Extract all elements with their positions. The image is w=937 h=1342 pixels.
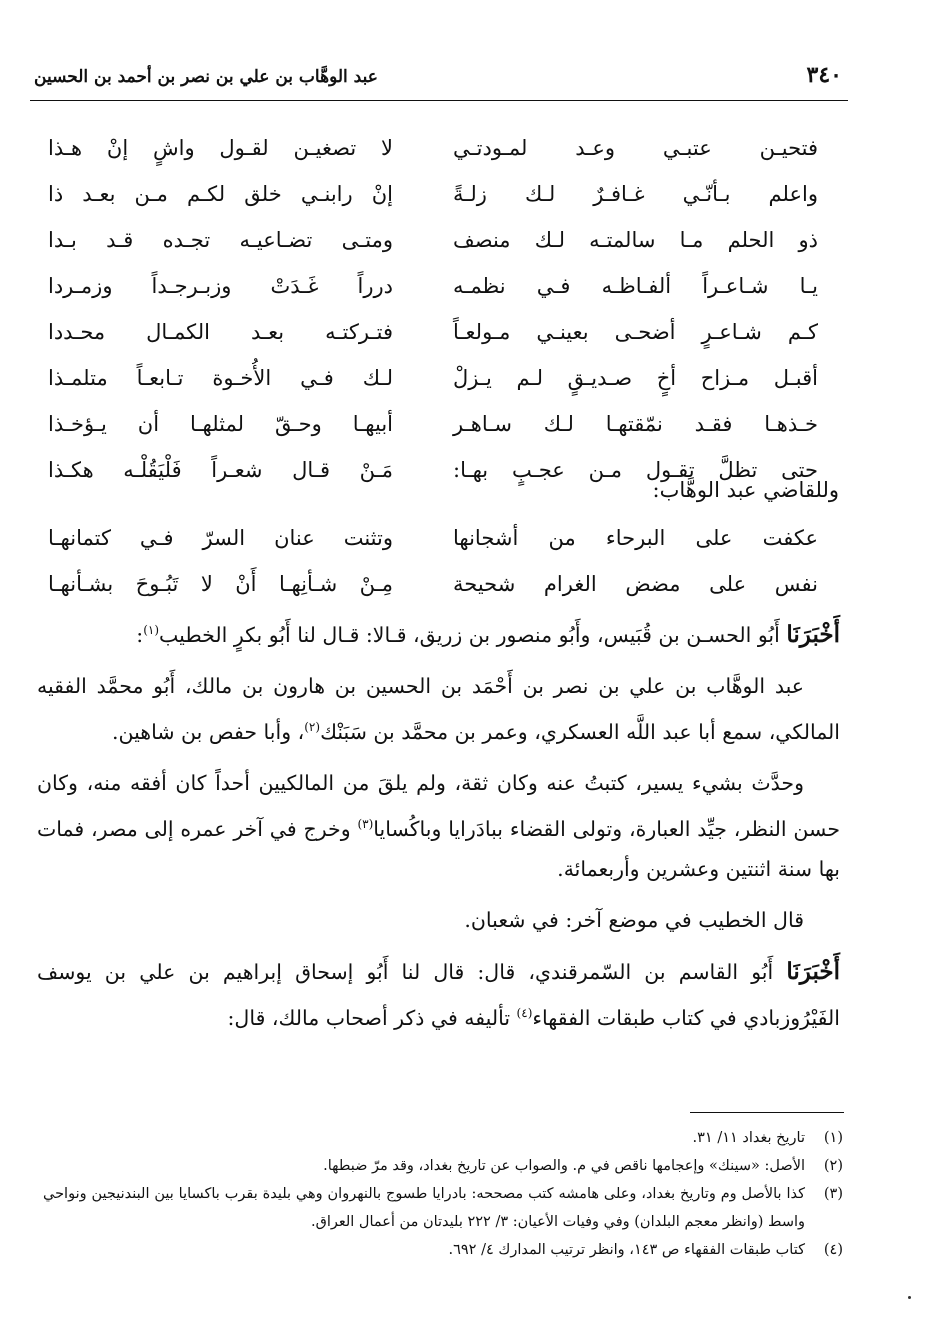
page-header bbox=[34, 62, 842, 88]
footnote-ref: (١) bbox=[143, 623, 160, 637]
verse-second-hemistich: لا تصغيـن لقـول واشٍ إنْ هـذا bbox=[48, 136, 393, 160]
verse-first-hemistich: فتحيـن عتبـي وعـد لمـودتـي bbox=[453, 136, 818, 160]
header-rule bbox=[30, 100, 848, 101]
verse-second-hemistich: وتثنت عنان السرّ فـي كتمانهـا bbox=[48, 526, 393, 550]
isnad-keyword: أَخْبَرَنَا bbox=[786, 620, 840, 648]
verse-first-hemistich: كـم شـاعـرٍ أضحـى بعينـي مـولعـاً bbox=[453, 320, 818, 344]
verse-first-hemistich: يـا شـاعـراً ألفـاظـه فـي نظمـه bbox=[453, 274, 818, 298]
paragraph-text: أَبُو القاسم بن السّمرقندي، قال: قال لنا أَبُو إسحاق إبراهيم بن علي بن يوسف الفَيْرُوزبادي في كتاب طبقات الفقهاء bbox=[37, 960, 840, 1031]
footnote-rule bbox=[690, 1112, 844, 1113]
footnote-ref: (٢) bbox=[304, 719, 321, 734]
verse-second-hemistich: لـك فـي الأُخـوة تـابعـاً متلمـذا bbox=[48, 366, 393, 390]
paragraph-text: أَبُو الحسـن بن قُبَيس، وأَبُو منصور بن زريق، قـالا: قـال لنا أَبُو بكرٍ الخطيب bbox=[159, 622, 787, 647]
footnote-text: كذا بالأصل وم وتاريخ بغداد، وعلى هامشه كتب مصححه: بادرايا طسوج بالنهروان وهي بليدة بقرب باكسايا بين البندنيجين ونواحي واسط (وانظر معجم البلدان) وفي وفيات الأعيان: ٣/ ٢٢٢ بليدتان من أعمال العراق. bbox=[43, 1186, 805, 1230]
poem-verse bbox=[40, 309, 840, 355]
verse-second-hemistich: أبيهـا وحـقّ لمثلهـا أن يـؤخـذا bbox=[48, 412, 393, 436]
footnote-number: (٢) bbox=[823, 1158, 843, 1174]
paragraph-tail: وخرج في آخر عمره إلى مصر، فمات بها سنة اثنتين وعشرين وأربعمائة. bbox=[37, 816, 840, 882]
paragraph-text: وحدَّث بشيء يسير، كتبتُ عنه وكان ثقة، ولم يلقَ من المالكيين أحداً كان أفقه منه، وكان حسن النظر، جيِّد العبارة، وتولى القضاء ببادَرايا وباكُسايا bbox=[37, 770, 840, 841]
paragraph-text: عبد الوهَّاب بن علي بن نصر بن أَحْمَد بن الحسين بن هارون بن مالك، أَبُو محمَّد الفقيه المالكي، سمع أبا عبد اللَّه العسكري، وعمر بن محمَّد بن سَبَنْك bbox=[37, 673, 840, 744]
verse-second-hemistich: مَـنْ قـال شعـراً فَلْيَقُلْـه هكـذا bbox=[48, 458, 393, 482]
footnote bbox=[43, 1180, 843, 1236]
isnad-keyword: أَخْبَرَنَا bbox=[786, 958, 840, 986]
paragraph bbox=[37, 610, 840, 656]
verse-first-hemistich: واعلم بـأنّـي غـافـرٌ لـك زلـةً bbox=[453, 182, 818, 206]
footnote-text: كتاب طبقات الفقهاء ص ١٤٣، وانظر ترتيب المدارك ٤/ ٦٩٢. bbox=[448, 1242, 805, 1258]
footnote bbox=[43, 1236, 843, 1264]
footnotes bbox=[43, 1124, 843, 1264]
footnote-number: (٤) bbox=[823, 1242, 843, 1258]
footnote-text: الأصل: «سينك» وإعجامها ناقص في م. والصواب عن تاريخ بغداد، وقد مرّ ضبطها. bbox=[323, 1158, 805, 1174]
paragraph bbox=[37, 900, 840, 941]
footnote-text: تاريخ بغداد ١١/ ٣١. bbox=[692, 1130, 805, 1146]
verse-first-hemistich: خـذهـا فقـد نمّقتهـا لـك سـاهـر bbox=[453, 412, 818, 436]
footnote-number: (١) bbox=[823, 1130, 843, 1146]
poem-block-2 bbox=[40, 515, 840, 607]
verse-second-hemistich: إنْ رابنـي خلق لكـم مـن بعـد ذا bbox=[48, 182, 393, 206]
poem-block-1 bbox=[40, 125, 840, 493]
body-text bbox=[37, 610, 840, 1049]
footnote bbox=[43, 1124, 843, 1152]
footnote-number: (٣) bbox=[823, 1186, 843, 1202]
poem-verse bbox=[40, 171, 840, 217]
verse-second-hemistich: مِـنْ شـأنِهـا أَنْ لا تَبُـوحَ بشـأنهـا bbox=[48, 572, 393, 596]
poem-verse bbox=[40, 217, 840, 263]
poem-verse bbox=[40, 561, 840, 607]
poem-verse bbox=[40, 263, 840, 309]
verse-second-hemistich: درراً غَـدَتْ وزبـرجـداً وزمـردا bbox=[48, 274, 393, 298]
verse-first-hemistich: عكفت على البرحاء من أشجانها bbox=[453, 526, 818, 550]
poem-verse bbox=[40, 355, 840, 401]
paragraph-tail: : bbox=[136, 622, 144, 647]
verse-first-hemistich: نفس على مضض الغرام شحيحة bbox=[453, 572, 818, 596]
scan-speck bbox=[908, 1296, 911, 1299]
poem-verse bbox=[40, 401, 840, 447]
verse-second-hemistich: فتـركتـه بعـد الكمـال محـددا bbox=[48, 320, 393, 344]
verse-first-hemistich: أقبـل مـزاح أخٍ صـديـقٍ لـم يـزلْ bbox=[453, 366, 818, 390]
paragraph bbox=[37, 666, 840, 753]
footnote bbox=[43, 1152, 843, 1180]
running-title: عبد الوهَّاب بن علي بن نصر بن أحمد بن الحسين bbox=[34, 67, 378, 87]
verse-first-hemistich: حتى تظلَّ تقـول مـن عجـبٍ بهـا: bbox=[453, 458, 818, 482]
verse-second-hemistich: ومتـى تضـاعيـه تجـده قـد بـدا bbox=[48, 228, 393, 252]
poem-intro: وللقاضي عبد الوهَّاب: bbox=[652, 478, 839, 502]
paragraph-text: قال الخطيب في موضع آخر: في شعبان. bbox=[464, 908, 804, 933]
paragraph bbox=[37, 763, 840, 891]
poem-verse bbox=[40, 515, 840, 561]
verse-first-hemistich: ذو الحلم مـا سالمتـه لـك منصف bbox=[453, 228, 818, 252]
footnote-ref: (٣) bbox=[357, 816, 374, 831]
paragraph-tail: ، وأبا حفص بن شاهين. bbox=[111, 719, 305, 744]
paragraph-tail: تأليفه في ذكر أصحاب مالك، قال: bbox=[227, 1006, 517, 1031]
paragraph bbox=[37, 951, 840, 1039]
footnote-ref: (٤) bbox=[516, 1006, 533, 1021]
poem-verse bbox=[40, 125, 840, 171]
page-number: ٣٤٠ bbox=[806, 62, 842, 88]
